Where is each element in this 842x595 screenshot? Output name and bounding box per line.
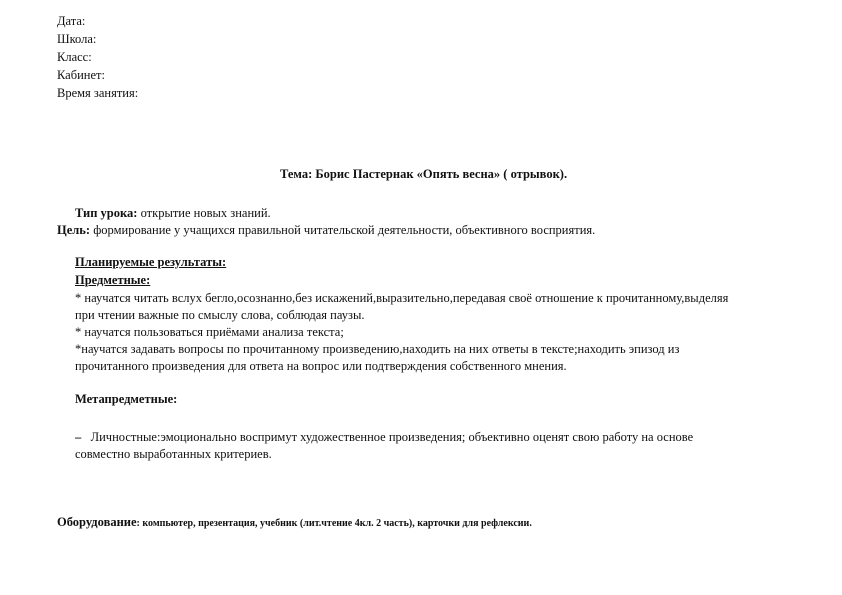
subject-results-heading: Предметные: [75,273,151,287]
lesson-type-label: Тип урока [75,206,134,220]
lesson-type-colon: : [133,206,138,220]
equipment-colon: : [136,518,143,529]
school-label: Школа: [57,32,97,46]
subject-result-line: прочитанного произведения для ответа на вопрос или подтверждения собственного мнения. [75,359,567,373]
personal-label: Личностные: [90,430,161,444]
cabinet-label: Кабинет: [57,68,105,82]
personal-results-line-2: совместно выработанных критериев. [75,447,272,461]
subject-result-line: при чтении важные по смыслу слова, соблюдая паузы. [75,308,365,322]
lesson-type-value: открытие новых знаний. [137,206,271,220]
personal-text: эмоционально воспримут художественное произведения; объективно оценят свою работу на основе [160,430,694,444]
goal-value: формирование у учащихся правильной читательской деятельности, объективного восприятия. [90,223,596,237]
personal-results-line [75,429,693,445]
date-label: Дата: [57,14,86,28]
equipment-label: Оборудование [57,515,137,529]
topic-title: Тема: Борис Пастернак «Опять весна» ( отрывок). [280,167,568,181]
class-label: Класс: [57,50,92,64]
lesson-type-line [75,205,271,221]
time-label: Время занятия: [57,86,139,100]
equipment-line [57,514,532,532]
subject-result-line: *научатся задавать вопросы по прочитанному произведению,находить на них ответы в тексте;находить эпизод из [75,342,680,356]
goal-colon: : [85,223,91,237]
metasubject-heading: Метапредметные: [75,392,178,406]
equipment-value: компьютер, презентация, учебник (лит.чтение 4кл. 2 часть), карточки для рефлексии. [142,518,532,529]
goal-line [57,222,595,238]
subject-result-line: * научатся пользоваться приёмами анализа текста; [75,325,344,339]
personal-dash: – [75,430,82,444]
subject-result-line: * научатся читать вслух бегло,осознанно,без искажений,выразительно,передавая своё отношение к прочитанному,выделяя [75,291,729,305]
planned-results-heading: Планируемые результаты: [75,255,227,269]
goal-label: Цель [57,223,86,237]
